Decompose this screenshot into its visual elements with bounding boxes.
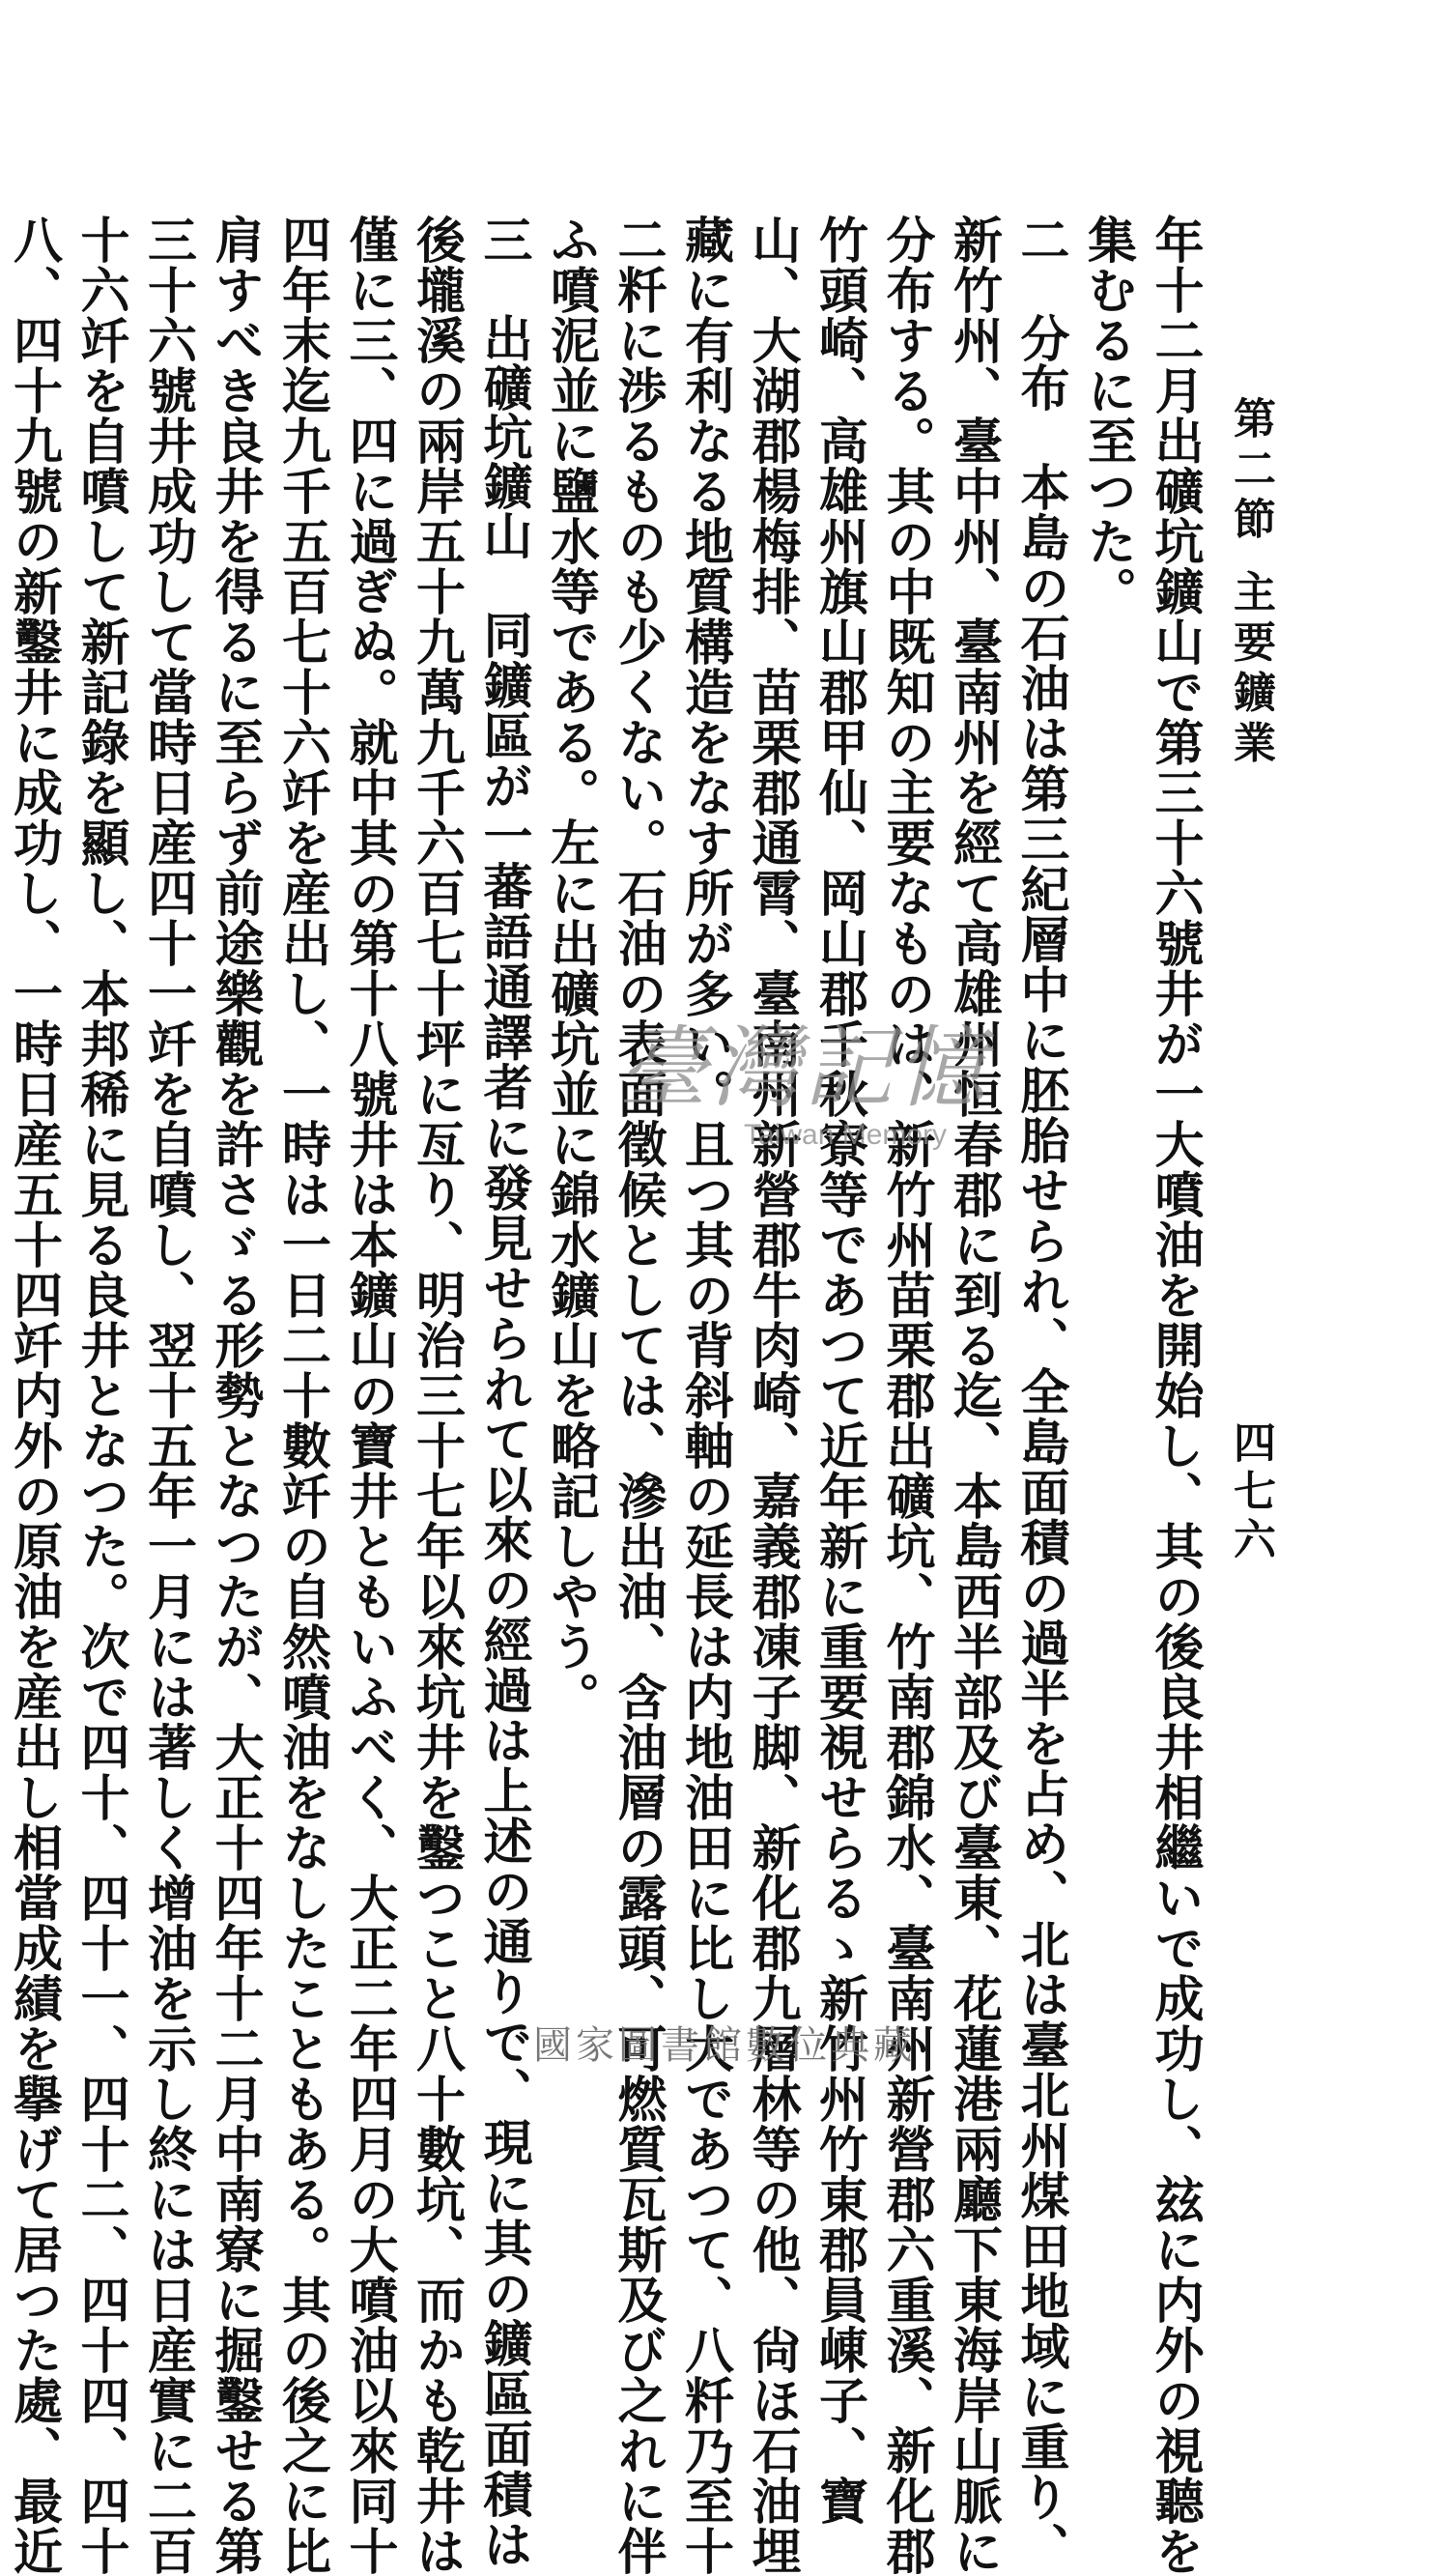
text-column: [670, 215, 738, 2576]
text-column: [1007, 215, 1074, 2572]
text-column: [738, 215, 806, 2576]
column-text: 二粁に渉るものも少くない。石油の表面徵候としては、滲出油、含油層の露頭、可燃質瓦斯及び之れに伴: [609, 215, 667, 2576]
column-text: 十六竏を自噴して新記錄を顯し、本邦稀に見る良井となつた。次で四十、四十一、四十二、四十四、四十: [71, 215, 129, 2576]
text-column: [872, 215, 940, 2576]
text-column: [1141, 215, 1208, 2576]
column-text: 分布する。其の中既知の主要なものは、新竹州苗栗郡出礦坑、竹南郡錦水、臺南州新營郡六重溪、新化郡: [877, 215, 935, 2576]
column-text: 集むるに至つた。: [1078, 215, 1137, 616]
column-text: 後壠溪の兩岸五十九萬九千六百七十坪に亙り、明治三十七年以來坑井を鑿つこと八十數坑、而かも乾井は: [407, 215, 466, 2576]
text-column: [268, 215, 335, 2576]
watermark-text: 臺灣記憶: [618, 1016, 990, 1120]
column-text: 本島の石油は第三紀層中に胚胎せられ、全島面積の過半を占め、北は臺北州煤田地域に重り、: [1011, 462, 1069, 2572]
watermark-english: Taiwan Memory: [744, 1119, 948, 1151]
column-text: 山、大湖郡楊梅排、苗栗郡通霄、臺南州新營郡牛肉崎、嘉義郡凍子脚、新化郡九層林等の他、尙ほ石油埋: [743, 215, 801, 2576]
column-text: 四年末迄九千五百七十六竏を産出し、一時は一日二十數竏の自然噴油をなしたこともある。其の後之に比: [272, 215, 331, 2576]
column-text: 年十二月出礦坑鑛山で第三十六號井が一大噴油を開始し、其の後良井相繼いで成功し、玆に内外の視聽を: [1146, 215, 1204, 2576]
section-heading: 二 分布: [1011, 215, 1069, 412]
column-text: 肩すべき良井を得るに至らず前途樂觀を許さゞる形勢となつたが、大正十四年十二月中南寮に掘鑿せる第: [206, 215, 264, 2576]
column-text: 三十六號井成功して當時日産四十一竏を自噴し、翌十五年一月には著しく增油を示し終には日産實に二百: [138, 215, 197, 2576]
column-text: 僅に三、四に過ぎぬ。就中其の第十八號井は本鑛山の寶井ともいふべく、大正二年四月の大噴油以來同十: [340, 215, 398, 2576]
text-column: [402, 215, 469, 2576]
text-column: [939, 215, 1007, 2576]
text-column: [201, 215, 269, 2576]
text-column: [335, 215, 403, 2576]
text-column: [133, 215, 201, 2576]
text-column: [0, 215, 67, 2576]
text-column: [67, 215, 134, 2576]
text-column: [469, 215, 537, 2569]
column-text: 新竹州、臺中州、臺南州を經て高雄州恒春郡に到る迄、本島西半部及び臺東、花蓮港兩廳下東海岸山脈に: [944, 215, 1003, 2576]
footer-source: 國家圖書館數位典藏: [533, 2023, 916, 2068]
section-heading: 三 出礦坑鑛山: [474, 215, 532, 559]
column-text: 八、四十九號の新鑿井に成功し、一時日産五十四竏内外の原油を産出し相當成績を擧げて居つた處、最近: [4, 215, 63, 2576]
section-title: 第二節 主要鑛業: [1226, 396, 1275, 771]
text-column: [1073, 215, 1141, 1915]
page-number: 四七六: [1226, 1420, 1275, 1565]
text-column: [536, 215, 604, 1915]
column-text: ふ噴泥並に鹽水等である。左に出礦坑並に錦水鑛山を略記しやう。: [541, 215, 600, 1722]
column-text: 同鑛區が一蕃語通譯者に發見せられて以來の經過は上述の通りで、現に其の鑛區面積は: [474, 610, 532, 2569]
text-column: [604, 215, 671, 2576]
text-column: [805, 215, 872, 2526]
column-text: 藏に有利なる地質構造をなす所が多い。且つ其の背斜軸の延長は内地油田に比し大であつて、八粁乃至十: [675, 215, 734, 2576]
column-text: 竹頭崎、高雄州旗山郡甲仙、岡山郡千秋寮等であつて近年新に重要視せらるゝ新竹州竹東郡員崠子、寶: [810, 215, 868, 2526]
